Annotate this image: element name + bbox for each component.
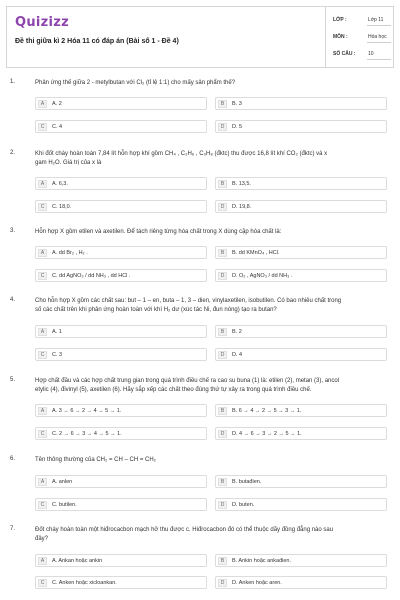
option-c[interactable]	[35, 498, 207, 511]
option-letter: B	[218, 328, 227, 336]
option-text: A. 1	[52, 329, 62, 335]
meta-subject-key: MÔN :	[333, 34, 348, 40]
worksheet-title: Đề thi giữa kì 2 Hóa 11 có đáp án (Bài số 1 - Đề 4)	[15, 38, 179, 45]
question-line: Phản ứng thế giữa 2 - metylbutan với Cl₂ (tỉ lệ 1:1) cho mấy sản phẩm thế?	[35, 80, 236, 86]
option-letter: A	[38, 180, 47, 188]
header-divider	[325, 7, 326, 67]
question-line: Hỗn hợp X gồm etilen và axetilen. Để tách riêng từng hóa chất trong X dùng cặp hóa chất là:	[35, 229, 282, 235]
option-letter: C	[38, 501, 47, 509]
question-line: gam H₂O. Giá trị của x là	[35, 160, 102, 166]
question-text	[35, 456, 390, 465]
meta-count-key: SỐ CÂU :	[333, 51, 356, 57]
option-text: B. 13,5.	[232, 181, 251, 187]
worksheet-header	[6, 6, 394, 68]
question-number: 1.	[10, 79, 16, 85]
question-line: etylic (4), đivinyl (5), axetilen (6). Hãy sắp xếp các chất theo đúng thứ tự xảy ra trong quá trình điều chế.	[35, 387, 312, 393]
option-c[interactable]	[35, 427, 207, 440]
option-text: C. 2 → 6 → 3 → 4 → 5 → 1.	[52, 431, 122, 437]
option-letter: B	[218, 557, 227, 565]
meta-count	[333, 51, 393, 57]
option-text: A. dd Br₂ , H₂ .	[52, 250, 88, 256]
option-text: D. buten.	[232, 502, 255, 508]
meta-subject-underline	[367, 42, 391, 43]
option-text: B. 2	[232, 329, 242, 335]
option-c[interactable]	[35, 348, 207, 361]
option-d[interactable]	[215, 427, 387, 440]
question-line: số các chất trên khi phản ứng hoàn toàn với khí H₂ dư (xúc tác Ni, đun nóng) tạo ra butan?	[35, 307, 277, 313]
option-letter: C	[38, 579, 47, 587]
option-text: A. anlen	[52, 479, 73, 485]
question-number: 4.	[10, 297, 16, 303]
option-a[interactable]	[35, 177, 207, 190]
option-letter: D	[218, 430, 227, 438]
option-text: C. 3	[52, 352, 63, 358]
option-text: C. 4	[52, 124, 63, 130]
option-b[interactable]	[215, 554, 387, 567]
option-d[interactable]	[215, 576, 387, 589]
option-letter: A	[38, 100, 47, 108]
option-a[interactable]	[35, 325, 207, 338]
option-a[interactable]	[35, 554, 207, 567]
option-b[interactable]	[215, 475, 387, 488]
option-a[interactable]	[35, 246, 207, 259]
meta-class-value: Lớp 11	[368, 17, 384, 23]
option-b[interactable]	[215, 325, 387, 338]
meta-class-key: LỚP :	[333, 17, 347, 23]
meta-class	[333, 17, 393, 23]
question-number: 2.	[10, 150, 16, 156]
question-number: 7.	[10, 526, 16, 532]
question-text	[35, 79, 390, 88]
option-letter: A	[38, 478, 47, 486]
question-line: Đốt cháy hoàn toàn một hiđrocacbon mạch hở thu được c. Hiđrocacbon đó có thể thuộc dãy đồng đẳng nào sau	[35, 527, 334, 533]
question-line: Cho hỗn hợp X gồm các chất sau: but – 1 – en, buta – 1, 3 – dien, vinylaxetilen, isobutilen. Có bao nhiêu chất trong	[35, 298, 342, 304]
option-letter: D	[218, 351, 227, 359]
option-text: D. 5	[232, 124, 243, 130]
option-letter: C	[38, 430, 47, 438]
option-letter: D	[218, 272, 227, 280]
option-a[interactable]	[35, 404, 207, 417]
option-letter: B	[218, 100, 227, 108]
option-letter: C	[38, 203, 47, 211]
option-d[interactable]	[215, 200, 387, 213]
option-text: D. Anken hoặc aren.	[232, 580, 282, 586]
option-text: C. butilen.	[52, 502, 77, 508]
question-text	[35, 377, 390, 395]
question-text	[35, 526, 390, 544]
option-letter: A	[38, 557, 47, 565]
option-text: B. 3	[232, 101, 242, 107]
option-letter: B	[218, 180, 227, 188]
option-b[interactable]	[215, 177, 387, 190]
question-number: 6.	[10, 456, 16, 462]
option-letter: A	[38, 328, 47, 336]
option-text: C. 18,0.	[52, 204, 72, 210]
option-text: D. 4	[232, 352, 243, 358]
option-d[interactable]	[215, 498, 387, 511]
question-number: 5.	[10, 377, 16, 383]
question-line: Khi đốt cháy hoàn toàn 7,84 lít hỗn hợp khí gồm CH₄ , C₂H₆ , C₃H₈ (đktc) thu được 16,8 lít khí CO₂ (đktc) và x	[35, 151, 328, 157]
option-c[interactable]	[35, 120, 207, 133]
option-letter: C	[38, 272, 47, 280]
option-text: B. 6 → 4 → 2 → 5 → 3 → 1.	[232, 408, 302, 414]
option-text: C. Anken hoặc xicloankan.	[52, 580, 117, 586]
option-text: A. 3 → 6 → 2 → 4 → 5 → 1.	[52, 408, 122, 414]
option-c[interactable]	[35, 200, 207, 213]
meta-class-underline	[367, 25, 391, 26]
option-text: D. O₂ , AgNO₃ / dd NH₃ .	[232, 273, 293, 279]
option-b[interactable]	[215, 246, 387, 259]
option-d[interactable]	[215, 269, 387, 282]
option-text: D. 19,8.	[232, 204, 252, 210]
question-text	[35, 228, 390, 237]
option-letter: D	[218, 123, 227, 131]
option-letter: D	[218, 203, 227, 211]
option-text: B. butađien.	[232, 479, 262, 485]
question-text	[35, 150, 390, 168]
option-text: D. 4 → 6 → 3 → 2 → 5 → 1.	[232, 431, 302, 437]
question-text	[35, 297, 390, 315]
option-a[interactable]	[35, 97, 207, 110]
option-letter: D	[218, 579, 227, 587]
option-d[interactable]	[215, 348, 387, 361]
option-text: A. 2	[52, 101, 62, 107]
option-letter: D	[218, 501, 227, 509]
question-line: Hợp chất đầu và các hợp chất trung gian trong quá trình điều chế ra cao su buna (1) là: etilen (2), metan (3), ancol	[35, 378, 340, 384]
option-c[interactable]	[35, 269, 207, 282]
meta-subject-value: Hóa học	[368, 34, 387, 40]
option-letter: B	[218, 478, 227, 486]
meta-count-underline	[367, 59, 391, 60]
option-letter: C	[38, 351, 47, 359]
option-text: C. dd AgNO₃ / dd NH₃ , dd HCl .	[52, 273, 131, 279]
option-text: B. dd KMnO₄ , HCl.	[232, 250, 280, 256]
question-line: Tên thông thường của CH₂ = CH – CH = CH₂	[35, 457, 156, 463]
option-c[interactable]	[35, 576, 207, 589]
question-line: đây?	[35, 536, 49, 542]
option-letter: B	[218, 249, 227, 257]
option-a[interactable]	[35, 475, 207, 488]
option-letter: A	[38, 249, 47, 257]
option-b[interactable]	[215, 97, 387, 110]
option-text: B. Ankin hoặc ankađien.	[232, 558, 292, 564]
question-number: 3.	[10, 228, 16, 234]
meta-count-value: 10	[368, 51, 374, 57]
option-letter: B	[218, 407, 227, 415]
option-letter: A	[38, 407, 47, 415]
option-text: A. 6,3.	[52, 181, 68, 187]
option-d[interactable]	[215, 120, 387, 133]
option-letter: C	[38, 123, 47, 131]
option-b[interactable]	[215, 404, 387, 417]
meta-subject	[333, 34, 393, 40]
option-text: A. Ankan hoặc ankin	[52, 558, 103, 564]
quizizz-logo: Quizizz	[15, 15, 70, 30]
